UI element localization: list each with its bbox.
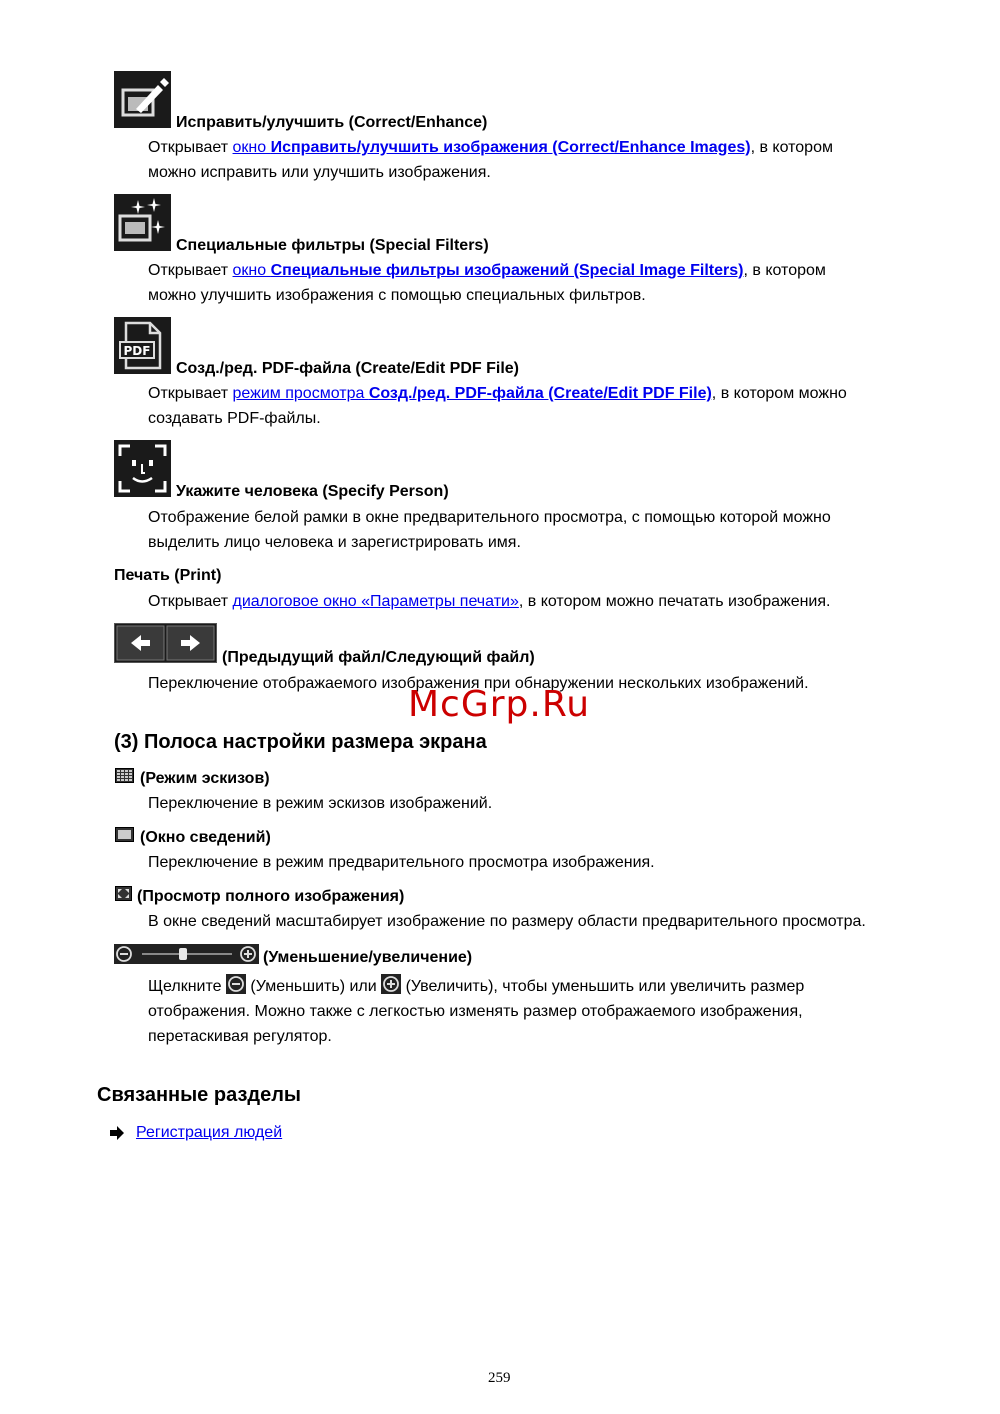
print-title: Печать (Print) — [114, 567, 222, 584]
related-heading: Связанные разделы — [97, 1084, 301, 1106]
specify-person-desc-line1: Отображение белой рамки в окне предварительного просмотра, с помощью которой можно — [148, 509, 831, 526]
arrow-right-icon — [110, 1126, 124, 1140]
zoom-slider — [114, 944, 259, 964]
thumbnail-mode-icon — [115, 768, 134, 783]
zoom-slider-handle — [179, 948, 187, 960]
specify-person-title: Укажите человека (Specify Person) — [176, 483, 449, 500]
pdf-desc-line2: создавать PDF-файлы. — [148, 410, 321, 427]
correct-enhance-link[interactable]: окно Исправить/улучшить изображения (Correct/Enhance Images) — [232, 139, 751, 156]
full-view-icon — [115, 886, 132, 901]
special-filters-title: Специальные фильтры (Special Filters) — [176, 237, 489, 254]
print-desc: Открывает диалоговое окно «Параметры печати», в котором можно печатать изображения. — [148, 593, 831, 610]
thumbnail-mode-desc: Переключение в режим эскизов изображений. — [148, 795, 493, 812]
pdf-desc-line1: Открывает режим просмотра Созд./ред. PDF-файла (Create/Edit PDF File), в котором можно — [148, 385, 847, 402]
special-filters-link[interactable]: окно Специальные фильтры изображений (Special Image Filters) — [232, 262, 744, 279]
full-view-title: (Просмотр полного изображения) — [137, 888, 405, 905]
prev-next-title: (Предыдущий файл/Следующий файл) — [222, 649, 535, 666]
prev-next-buttons — [114, 623, 217, 663]
special-filters-icon — [114, 194, 171, 251]
prev-next-desc: Переключение отображаемого изображения при обнаружении нескольких изображений. — [148, 675, 809, 692]
special-filters-desc-line2: можно улучшить изображения с помощью специальных фильтров. — [148, 287, 646, 304]
pdf-icon-label: PDF — [123, 344, 151, 358]
page-number: 259 — [488, 1370, 511, 1386]
zoom-desc-line3: перетаскивая регулятор. — [148, 1028, 332, 1045]
pdf-title: Созд./ред. PDF-файла (Create/Edit PDF File) — [176, 360, 519, 377]
zoom-desc-line1: Щелкните (Уменьшить) или (Увеличить), чтобы уменьшить или увеличить размер — [148, 974, 804, 999]
correct-enhance-desc-line2: можно исправить или улучшить изображения. — [148, 164, 491, 181]
specify-person-desc-line2: выделить лицо человека и зарегистрировать имя. — [148, 534, 521, 551]
pdf-icon — [114, 317, 171, 374]
zoom-in-button-icon — [381, 980, 401, 994]
pdf-link[interactable]: режим просмотра Созд./ред. PDF-файла (Create/Edit PDF File) — [232, 385, 712, 402]
thumbnail-mode-title: (Режим эскизов) — [140, 770, 270, 787]
zoom-desc-line2: отображения. Можно также с легкостью изменять размер отображаемого изображения, — [148, 1003, 803, 1020]
face-icon — [114, 440, 171, 497]
correct-enhance-desc-line1: Открывает окно Исправить/улучшить изображения (Correct/Enhance Images), в котором — [148, 139, 833, 156]
details-view-desc: Переключение в режим предварительного просмотра изображения. — [148, 854, 655, 871]
correct-enhance-title: Исправить/улучшить (Correct/Enhance) — [176, 114, 488, 131]
section-3-heading: (3) Полоса настройки размера экрана — [114, 731, 487, 753]
special-filters-desc-line1: Открывает окно Специальные фильтры изображений (Special Image Filters), в котором — [148, 262, 826, 279]
zoom-out-button-icon — [226, 980, 246, 994]
watermark: McGrp.Ru — [408, 684, 591, 725]
full-view-desc: В окне сведений масштабирует изображение по размеру области предварительного просмотра. — [148, 913, 866, 930]
related-link-registration[interactable]: Регистрация людей — [136, 1124, 283, 1141]
details-view-icon — [115, 827, 134, 842]
details-view-title: (Окно сведений) — [140, 829, 271, 846]
zoom-title: (Уменьшение/увеличение) — [263, 949, 473, 966]
print-settings-link[interactable]: диалоговое окно «Параметры печати» — [232, 593, 519, 610]
correct-enhance-icon — [114, 71, 171, 128]
